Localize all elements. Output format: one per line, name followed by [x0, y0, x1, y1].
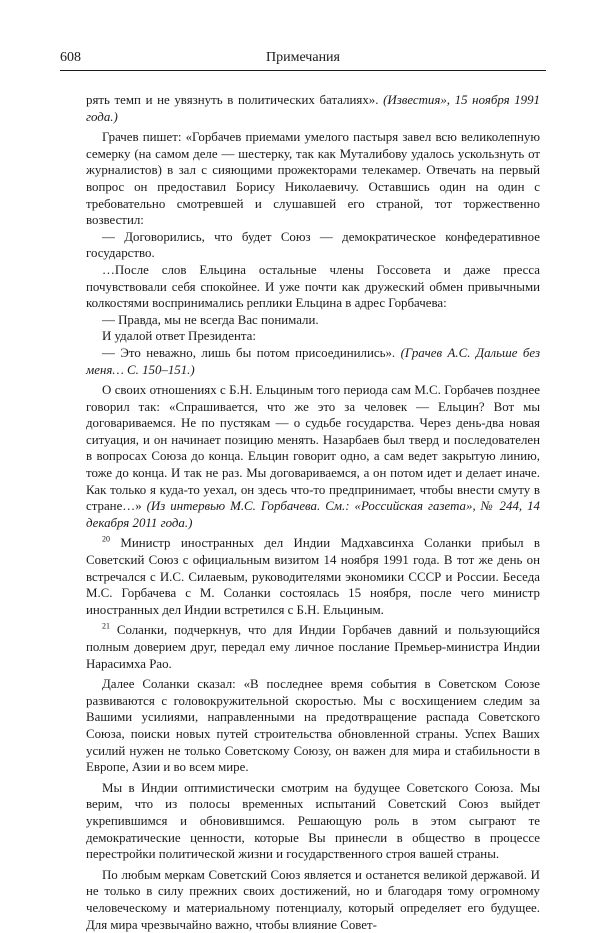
footnote-20: $^{20}$ Министр иностранных дел Индии Мадхавсинха Соланки прибыл в Советский Союз с официальным визитом 14 ноября 1991 года. В тот же день он встречался с И.С. Силаевым, руководителями экономики СССР и России. Беседа М.С. Горбачева с М. Соланки состоялась 15 ноября, после чего министр иностранных дел Индии встретился с Б.Н. Ельциным.: [86, 535, 540, 617]
paragraph: …После слов Ельцина остальные члены Госсовета и даже пресса почувствовали себя спокойнее. И уже почти как дружеский обмен привычными колкостями воспринимались реплики Ельцина в адрес Горбачева:: [86, 262, 540, 311]
paragraph: — Договорились, что будет Союз — демократическое конфедеративное государство.: [86, 229, 540, 261]
citation: (Грачев А.С. Дальше без меня… С. 150–151.): [86, 345, 540, 377]
page-header: [60, 48, 546, 68]
paragraph: — Правда, мы не всегда Вас понимали.: [102, 312, 319, 327]
paragraph: — Это неважно, лишь бы потом присоединились». (Грачев А.С. Дальше без меня… С. 150–151.): [86, 345, 540, 377]
citation: (Из интервью М.С. Горбачева. См.: «Российская газета», № 244, 14 декабря 2011 года.): [86, 499, 540, 530]
paragraph: Мы в Индии оптимистически смотрим на будущее Советского Союза. Мы верим, что из полосы временных испытаний Советский Союз выйдет укрепившимся и обновившимся. Решающую роль в этом сыграют те демократические ценности, которые Вы принесли в общество в процессе перестройки политической жизни и государственного строя вашей страны.: [86, 780, 540, 862]
paragraph: О своих отношениях с Б.Н. Ельциным того периода сам М.С. Горбачев позднее говорил так: «Спрашивается, что же это за человек — Ельцин? Вот мы договариваемся. Не по пустякам — о судьбе государства. Через день-два новая ситуация, и он начинает позицию менять. Назарбаев был тверд и последователен в вопросах Союза до конца. Ельцин говорит одно, а сам ведет закрытую линию, тоже до конца. И так не раз. Мы договариваемся, а он потом идет и делает иначе. Как только я куда-то уехал, он здесь что-то предпринимает, чтобы внести смуту в стране…» (Из интервью М.С. Горбачева. См.: «Российская газета», № 244, 14 декабря 2011 года.): [86, 383, 540, 530]
paragraph: По любым меркам Советский Союз является и останется великой державой. И не только в силу прежних своих достижений, но и благодаря тому огромному человеческому и материальному потенциалу, который определяет его будущее. Для мира чрезвычайно важно, чтобы влияние Совет-: [86, 867, 540, 932]
page-number: 608: [60, 50, 81, 65]
header-rule: [60, 70, 546, 71]
page-body: [86, 92, 540, 933]
paragraph: Грачев пишет: «Горбачев приемами умелого пастыря завел всю великолепную семерку (на самом деле — шестерку, так как Муталибову удалось ускользнуть от журналистов) в зал с сияющими прожекторами телекамер. Отвечать на первый вопрос он предоставил Борису Николаевичу. Оставшись один на один с требовательно смотревшей и слушавшей его страной, тот торжественно возвестил:: [86, 130, 540, 228]
citation: (Известия», 15 ноября 1991 года.): [86, 93, 541, 124]
footnote-21: $^{21}$ Соланки, подчеркнув, что для Индии Горбачев давний и пользующийся полным доверием друг, передал ему личное послание Премьер-министра Индии Нарасимха Рао.: [86, 622, 540, 671]
note-number: 21: [102, 622, 110, 632]
paragraph: Далее Соланки сказал: «В последнее время события в Советском Союзе развиваются с головокружительной скоростью. Мы с восхищением следим за Вашими усилиями, направленными на предотвращение распада Советского Союза, поиски новых путей строительства обновленной страны. Успех Ваших усилий нужен не только Советскому Союзу, он важен для мира и стабильности в Европе, Азии и во всем мире.: [86, 677, 540, 775]
running-title: Примечания: [265, 50, 340, 65]
paragraph: рять темп и не увязнуть в политических баталиях». (Известия», 15 ноября 1991 года.): [86, 93, 541, 124]
paragraph: И удалой ответ Президента:: [102, 329, 256, 344]
note-number: 20: [102, 535, 110, 545]
